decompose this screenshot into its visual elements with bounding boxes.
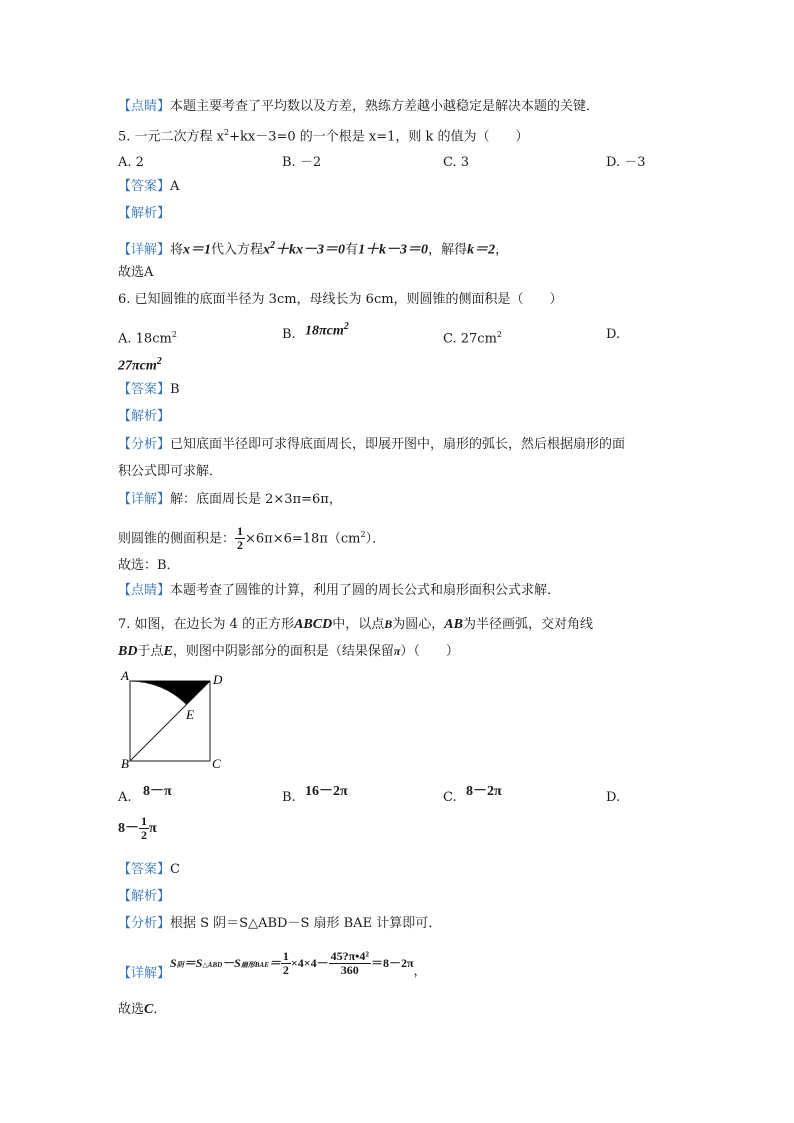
detail-tag: 【详解】 — [118, 242, 171, 258]
q6-detail-text: 解：底面周长是 2×3π=6π， — [170, 492, 342, 507]
q6-option-b-math — [305, 318, 349, 340]
q6-conclusion: 故选：B． — [118, 558, 180, 573]
q6-dianjing — [118, 582, 560, 600]
q5-option-a: A. 2 — [118, 155, 144, 170]
q6-option-b-label: B. — [282, 327, 296, 342]
q5-detail-math: x＝1 — [183, 242, 212, 258]
q5-detail-text: ，解得 — [428, 242, 468, 258]
answer-tag: 【答案】 — [118, 382, 171, 397]
dianjing-tag: 【点睛】 — [118, 583, 171, 598]
q7-stem-text: 于点 — [137, 644, 164, 659]
q6-detail-sup: 2 — [360, 530, 366, 539]
q7-detail-math: ＝S — [183, 956, 203, 970]
q6-option-a-sup: 2 — [171, 330, 177, 339]
fraction-numerator: 1 — [141, 814, 147, 828]
label-b: B — [121, 756, 129, 771]
q7-detail-text: ， — [413, 964, 427, 979]
fraction-denominator: 2 — [282, 963, 289, 977]
q6-option-d: D. — [606, 327, 621, 342]
label-a: A — [121, 668, 129, 683]
fraction-numerator: 1 — [237, 524, 244, 539]
q7-stem-math: AB — [444, 617, 463, 632]
q6-detail-1 — [118, 491, 342, 509]
q6-detail-text: 则圆锥的侧面积是： — [118, 531, 236, 547]
q5-detail-math: x — [263, 242, 271, 258]
jiexi-tag: 【解析】 — [118, 206, 171, 221]
q6-option-c — [443, 326, 502, 348]
q7-stem-math: B — [384, 617, 393, 631]
fraction — [139, 815, 149, 842]
q7-option-b-value: 16－2π — [305, 784, 348, 799]
q7-option-b-label: B. — [282, 790, 296, 805]
q7-stem-text: 中，以点 — [332, 617, 385, 632]
q7-detail — [118, 950, 427, 987]
q7-stem-2 — [118, 642, 459, 661]
q6-analysis-2: 积公式即可求解． — [118, 464, 223, 479]
q5-stem-part: 5. 一元二次方程 x — [118, 129, 224, 145]
analysis-tag: 【分析】 — [118, 916, 171, 931]
q6-option-c-sup: 2 — [496, 330, 502, 339]
dianjing-line-q4 — [118, 98, 599, 116]
jiexi-tag: 【解析】 — [118, 889, 171, 904]
dianjing-tag: 【点睛】 — [118, 99, 171, 114]
q7-stem-text: ）（ ） — [400, 644, 459, 659]
jiexi-tag: 【解析】 — [118, 409, 171, 424]
q6-detail-text: ）． — [365, 531, 386, 547]
q7-analysis — [118, 915, 441, 933]
q6-option-d-value: 27πcm — [118, 358, 157, 374]
q6-analysis-1 — [118, 436, 625, 454]
q7-answer-value: C — [170, 862, 180, 877]
q5-detail — [118, 237, 508, 259]
answer-tag: 【答案】 — [118, 179, 171, 194]
q7-stem-text: ，则图中阴影部分的面积是（结果保留 — [172, 644, 394, 659]
q7-option-a-value: 8－π — [143, 784, 172, 799]
q5-option-c: C. 3 — [443, 155, 470, 170]
fraction — [235, 525, 245, 552]
fraction-denominator: 360 — [340, 963, 359, 977]
q7-answer — [118, 861, 180, 879]
q7-option-d-value: 8－ — [118, 821, 139, 836]
q7-stem-text: 7. 如图，在边长为 4 的正方形 — [118, 617, 295, 632]
q7-detail-math-sub: 阴 — [176, 961, 184, 969]
q7-conclusion — [118, 1001, 166, 1019]
q7-detail-math: －S — [222, 956, 241, 970]
q5-detail-text: 将 — [170, 242, 184, 258]
label-d: D — [213, 672, 223, 687]
q6-jiexi — [118, 408, 170, 426]
q6-answer-value: B — [170, 382, 180, 397]
q5-answer — [118, 178, 179, 196]
q7-option-c-label: C. — [443, 790, 457, 805]
q7-option-d-value: π — [149, 821, 157, 836]
dianjing-text: 本题主要考查了平均数以及方差，熟练方差越小越稳定是解决本题的关键． — [170, 99, 600, 114]
q6-option-b-sup: 2 — [343, 321, 349, 332]
q7-stem-math: ABCD — [294, 617, 333, 632]
q5-detail-text: 代入方程 — [211, 242, 264, 258]
q5-detail-math: k＝2 — [467, 242, 496, 258]
q7-detail-math-sub: 扇形BAE — [240, 961, 269, 969]
fraction-denominator: 2 — [237, 538, 244, 553]
q5-stem-part2: +kx－3=0 的一个根是 x=1，则 k 的值为（ ） — [229, 129, 529, 145]
answer-tag: 【答案】 — [118, 862, 171, 877]
q6-detail-text: ×6π×6=18π（cm — [245, 531, 361, 547]
q7-stem-text: 为半径画弧，交对角线 — [462, 617, 593, 632]
fraction-numerator: 45?π•4² — [330, 949, 369, 963]
q7-detail-math: ×4×4－ — [290, 956, 329, 970]
q7-detail-math: S — [170, 956, 177, 970]
label-c: C — [212, 756, 221, 771]
q7-jiexi — [118, 888, 170, 906]
analysis-tag: 【分析】 — [118, 437, 171, 452]
detail-tag: 【详解】 — [118, 966, 171, 981]
q7-stem-1 — [118, 615, 593, 634]
q7-analysis-text: 根据 S 阴＝S△ABD－S 扇形 BAE 计算即可． — [170, 916, 442, 931]
q5-jiexi — [118, 205, 170, 223]
q6-detail-2 — [118, 524, 385, 552]
fraction — [281, 950, 291, 977]
q7-option-b-math — [305, 783, 348, 801]
q5-conclusion: 故选A — [118, 265, 154, 280]
q6-answer — [118, 381, 180, 399]
shaded-region — [130, 681, 210, 704]
q5-answer-value: A — [170, 179, 180, 194]
fraction-denominator: 2 — [141, 828, 147, 842]
q7-option-b — [282, 789, 296, 807]
q7-option-d: D. — [606, 790, 621, 805]
q7-option-a — [118, 789, 132, 807]
q6-option-b-value: 18πcm — [305, 323, 344, 339]
q7-stem-math: π — [393, 644, 401, 658]
q7-option-c-value: 8－2π — [466, 784, 502, 799]
q6-analysis-text: 已知底面半径即可求得底面周长，即展开图中，扇形的弧长，然后根据扇形的面 — [170, 437, 626, 452]
q6-option-b — [282, 326, 296, 344]
q5-stem-sup: 2 — [224, 128, 230, 137]
q6-dianjing-text: 本题考查了圆锥的计算，利用了圆的周长公式和扇形面积公式求解． — [170, 583, 561, 598]
q7-option-c — [443, 789, 457, 807]
q5-detail-text: ， — [495, 242, 509, 258]
q6-option-a-text: A. 18cm — [118, 331, 172, 347]
fraction-numerator: 1 — [282, 949, 289, 963]
q5-detail-text: 有 — [345, 242, 359, 258]
q7-conclusion-text: ． — [153, 1002, 167, 1017]
q7-conclusion-math: C — [144, 1002, 154, 1017]
q7-stem-math: E — [163, 644, 173, 659]
q7-detail-math: ＝8－2π — [370, 956, 414, 970]
q6-stem: 6. 已知圆锥的底面半径为 3cm，母线长为 6cm，则圆锥的侧面积是（ ） — [118, 292, 563, 307]
q7-option-a-label: A. — [118, 790, 132, 805]
q5-option-b: B. －2 — [282, 155, 322, 170]
q5-detail-math: ＋kx－3＝0 — [275, 242, 346, 258]
q6-option-d-sup: 2 — [156, 356, 162, 367]
label-e: E — [186, 707, 194, 722]
q6-option-a — [118, 326, 177, 348]
q7-stem-text: 为圆心， — [392, 617, 445, 632]
q7-figure — [116, 668, 236, 776]
q7-option-c-math — [466, 783, 502, 801]
q5-detail-math-sup: 2 — [270, 240, 276, 251]
detail-tag: 【详解】 — [118, 492, 171, 507]
q6-option-c-text: C. 27cm — [443, 331, 497, 347]
q6-option-d-math — [118, 353, 162, 375]
q5-stem — [118, 124, 529, 146]
fraction — [329, 950, 371, 977]
q7-detail-math-sub: △ABD — [202, 961, 223, 969]
q5-option-d: D. －3 — [606, 155, 646, 170]
q5-detail-math: 1＋k－3＝0 — [358, 242, 429, 258]
q7-option-a-math — [143, 783, 172, 801]
q7-conclusion-text: 故选 — [118, 1002, 145, 1017]
q7-detail-math: ＝ — [268, 956, 281, 970]
q7-stem-math: BD — [118, 644, 138, 659]
q7-option-d-math — [118, 815, 157, 842]
